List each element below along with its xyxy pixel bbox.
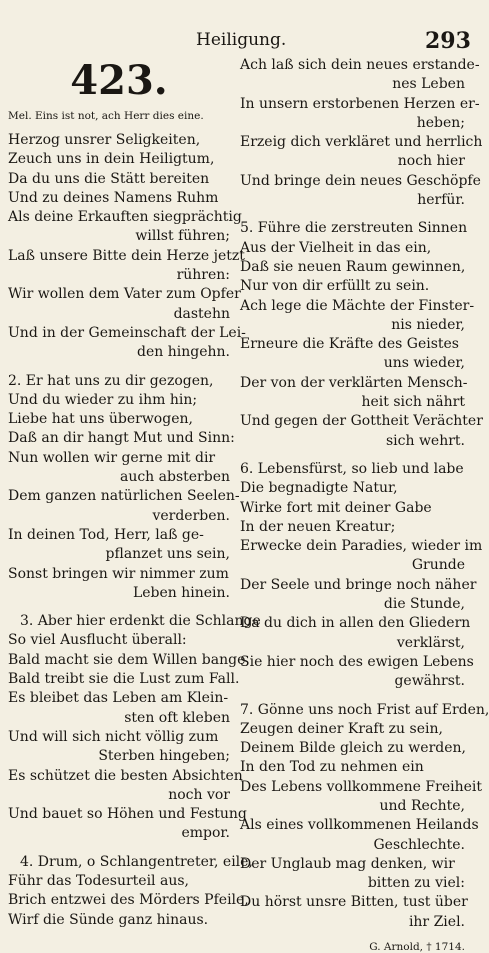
verse-line: Und will sich nicht völlig zum: [8, 728, 219, 745]
verse-line: Grunde: [411, 557, 465, 574]
verse-line: bitten zu viel:: [367, 875, 465, 892]
verse-line: Der Seele und bringe noch näher: [240, 576, 477, 593]
stanza: [8, 612, 261, 844]
verse-line: Erneure die Kräfte des Geistes: [240, 336, 459, 353]
verse-line: Des Lebens vollkommene Freiheit: [240, 778, 482, 795]
stanza: [240, 460, 483, 692]
verse-line: Bald macht sie dem Willen bange,: [8, 651, 250, 668]
verse-line: Und bringe dein neues Geschöpfe: [240, 172, 481, 189]
verse-line: rühren:: [176, 267, 230, 284]
verse-line: Es bleibet das Leben am Klein-: [8, 690, 229, 707]
verse-line: empor.: [181, 825, 230, 842]
verse-line: Aus der Vielheit in das ein,: [240, 239, 432, 256]
verse-line: ihr Ziel.: [408, 913, 465, 930]
stanza-group: [240, 56, 489, 932]
verse-line: So viel Ausflucht überall:: [8, 632, 187, 649]
verse-line: In den Tod zu nehmen ein: [240, 759, 424, 776]
verse-line: die Stunde,: [383, 596, 465, 613]
verse-line: In der neuen Kreatur;: [240, 518, 396, 535]
verse-line: Führ das Todesurteil aus,: [8, 872, 189, 889]
verse-line: Zeuch uns in dein Heiligtum,: [8, 151, 215, 168]
verse-line: Daß sie neuen Raum gewinnen,: [240, 258, 466, 275]
melody-note: Mel. Eins ist not, ach Herr dies eine.: [8, 110, 204, 122]
verse-line: Und in der Gemeinschaft der Lei-: [8, 324, 246, 341]
verse-line: 5. Führe die zerstreuten Sinnen: [240, 220, 468, 237]
verse-line: den hingehn.: [137, 344, 230, 361]
verse-line: nis nieder,: [391, 316, 465, 333]
verse-line: Du hörst unsre Bitten, tust über: [240, 894, 468, 911]
stanza: [240, 56, 483, 210]
verse-line: Als deine Erkauften siegprächtig: [8, 209, 242, 226]
verse-line: heit sich nährt: [361, 394, 465, 411]
verse-line: uns wieder,: [383, 355, 465, 372]
verse-line: In unsern erstorbenen Herzen er-: [240, 95, 480, 112]
verse-line: 2. Er hat uns zu dir gezogen,: [8, 372, 214, 389]
page-header: [0, 30, 480, 54]
verse-line: Erzeig dich verkläret und herrlich: [240, 134, 483, 151]
verse-line: Der Unglaub mag denken, wir: [240, 855, 455, 872]
verse-line: 7. Gönne uns noch Frist auf Erden,: [240, 701, 489, 718]
verse-line: Da du dich in allen den Gliedern: [240, 615, 471, 632]
verse-line: Sterben hingeben;: [98, 748, 230, 765]
verse-line: Zeugen deiner Kraft zu sein,: [240, 720, 443, 737]
verse-line: Da du uns die Stätt bereiten: [8, 170, 210, 187]
verse-line: Wir wollen dem Vater zum Opfer: [8, 286, 241, 303]
author-credit: G. Arnold, † 1714.: [369, 941, 465, 953]
verse-line: noch vor: [168, 786, 230, 803]
stanza: [8, 131, 246, 363]
verse-line: gewährst.: [394, 673, 465, 690]
verse-line: noch hier: [397, 153, 465, 170]
verse-line: Es schützet die besten Absichten: [8, 767, 243, 784]
verse-line: dastehn: [173, 305, 230, 322]
verse-line: Als eines vollkommenen Heilands: [240, 817, 479, 834]
verse-line: sten oft kleben: [124, 709, 230, 726]
hymn-number: 423.: [70, 57, 168, 104]
verse-line: Daß an dir hangt Mut und Sinn:: [8, 430, 235, 447]
stanza: [8, 372, 240, 604]
verse-line: Der von der verklärten Mensch-: [240, 374, 468, 391]
verse-line: Ach laß sich dein neues erstande-: [240, 57, 480, 73]
verse-line: Nun wollen wir gerne mit dir: [8, 449, 216, 466]
verse-line: verderben.: [152, 507, 230, 524]
verse-line: Deinem Bilde gleich zu werden,: [240, 740, 466, 757]
verse-line: verklärst,: [396, 634, 465, 651]
verse-line: Dem ganzen natürlichen Seelen-: [8, 488, 240, 505]
verse-line: herfür.: [417, 192, 465, 209]
right-column: [240, 56, 489, 953]
verse-line: Wirf die Sünde ganz hinaus.: [8, 911, 209, 928]
left-column: [8, 56, 261, 939]
verse-line: 3. Aber hier erdenkt die Schlange: [20, 613, 261, 630]
stanza: [240, 701, 489, 933]
verse-line: Bald treibt sie die Lust zum Fall.: [8, 671, 240, 688]
verse-line: 4. Drum, o Schlangentreter, eile,: [20, 853, 253, 870]
verse-line: Liebe hat uns überwogen,: [8, 411, 193, 428]
verse-line: auch absterben: [119, 469, 230, 486]
verse-line: Erwecke dein Paradies, wieder im: [240, 538, 483, 555]
verse-line: Wirke fort mit deiner Gabe: [240, 499, 432, 516]
verse-line: Laß unsere Bitte dein Herze jetzt: [8, 247, 245, 264]
verse-line: heben;: [416, 114, 465, 131]
verse-line: Geschlechte.: [373, 836, 465, 853]
stanza: [240, 219, 483, 451]
page-number: 293: [425, 28, 471, 54]
verse-line: nes Leben: [392, 76, 465, 93]
verse-line: Und gegen der Gottheit Verächter: [240, 413, 483, 430]
verse-line: sich wehrt.: [385, 432, 465, 449]
verse-line: Leben hinein.: [132, 584, 230, 601]
running-title: Heiligung.: [196, 30, 287, 50]
stanza: [8, 853, 253, 930]
verse-line: Und du wieder zu ihm hin;: [8, 391, 198, 408]
verse-line: 6. Lebensfürst, so lieb und labe: [240, 460, 464, 477]
verse-line: und Rechte,: [379, 797, 465, 814]
verse-line: Die begnadigte Natur,: [240, 480, 398, 497]
verse-line: Sonst bringen wir nimmer zum: [8, 565, 229, 582]
stanza-group: [8, 131, 261, 930]
verse-line: Ach lege die Mächte der Finster-: [240, 297, 475, 314]
verse-line: Und zu deines Namens Ruhm: [8, 189, 219, 206]
verse-line: Und bauet so Höhen und Festung: [8, 806, 247, 823]
verse-line: willst führen;: [135, 228, 230, 245]
verse-line: In deinen Tod, Herr, laß ge-: [8, 526, 204, 543]
verse-line: Brich entzwei des Mörders Pfeile,: [8, 892, 249, 909]
verse-line: Sie hier noch des ewigen Lebens: [240, 653, 474, 670]
verse-line: Nur von dir erfüllt zu sein.: [240, 278, 430, 295]
verse-line: pflanzet uns sein,: [105, 546, 230, 563]
verse-line: Herzog unsrer Seligkeiten,: [8, 132, 201, 148]
